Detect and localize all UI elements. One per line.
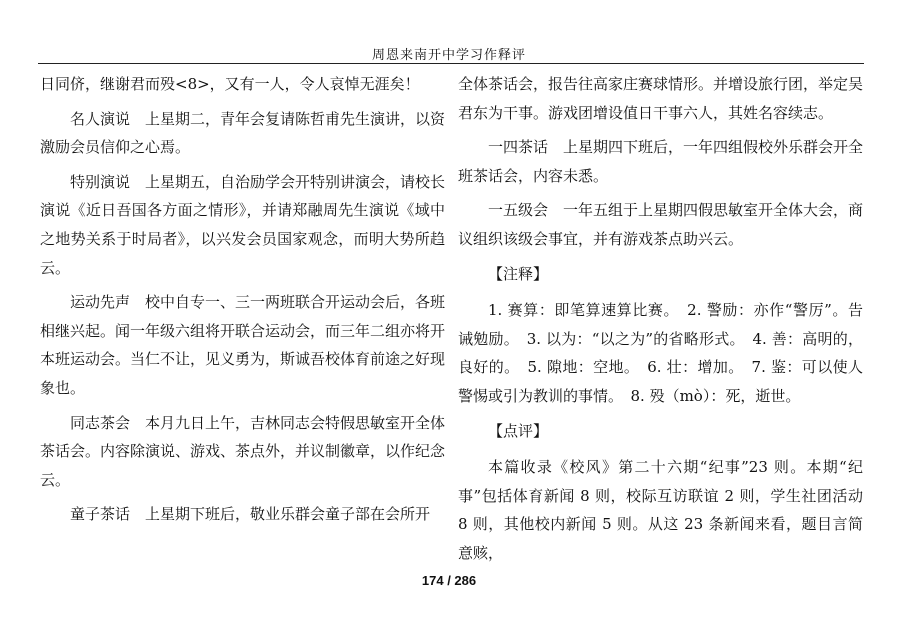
news-item-comrade-tea-party: 同志茶会 本月九日上午，吉林同志会特假思敏室开全体茶话会。内容除演说、游戏、茶点外，并议制徽章，以作纪念云。	[40, 413, 446, 489]
left-column	[40, 70, 445, 535]
paragraph-continuation: 日同侪，继谢君而殁<8>，又有一人，令人哀悼无涯矣！	[40, 75, 420, 93]
right-column	[458, 70, 863, 574]
header-divider	[38, 63, 864, 64]
news-item-celebrity-speech: 名人演说 上星期二，青年会复请陈哲甫先生演讲，以资激励会员信仰之心焉。	[40, 109, 446, 157]
news-item-special-speech: 特别演说 上星期五，自治励学会开特别讲演会，请校长演说《近日吾国各方面之情形》，并请郑融周先生演说《域中之地势关系于时局者》，以兴发会员国家观念，而明大势所趋云。	[40, 172, 446, 277]
news-item-class15-meeting: 一五级会 一年五组于上星期四假思敏室开全体大会，商议组织该级会事宜，并有游戏茶点助兴云。	[458, 201, 864, 248]
page-number: 174 / 286	[421, 573, 477, 588]
news-item-class14-tea-talk: 一四茶话 上星期四下班后，一年四组假校外乐群会开全班茶话会，内容未悉。	[458, 138, 864, 185]
news-item-youth-tea-talk: 童子茶话 上星期下班后，敬业乐群会童子部在会所开	[70, 505, 431, 524]
section-heading-notes: 【注释】	[488, 264, 549, 283]
running-header: 周恩来南开中学习作释评	[371, 48, 526, 63]
news-item-sports-prelude: 运动先声 校中自专一、三一两班联合开运动会后，各班相继兴起。闻一年级六组将开联合运动会，而三年二组亦将开本班运动会。当仁不让，见义勇为，斯诚吾校体育前途之好现象也。	[40, 293, 446, 397]
section-heading-commentary: 【点评】	[488, 421, 549, 440]
paragraph-continuation: 全体茶话会，报告往高家庄赛球情形。并增设旅行团，举定吴君东为干事。游戏团增设值日干事六人，其姓名容续志。	[458, 75, 864, 122]
commentary-paragraph: 本篇收录《校风》第二十六期“纪事”23 则。本期“纪事”包括体育新闻 8 则，校际互访联谊 2 则，学生社团活动 8 则，其他校内新闻 5 则。从这 23 条新闻来看，题目言简意赅，	[458, 458, 863, 562]
notes-paragraph: 1. 赛算：即笔算速算比赛。 2. 警励：亦作“警厉”。告诫勉励。 3. 以为：“以之为”的省略形式。 4. 善：高明的，良好的。 5. 隙地：空地。 6. 壮：增加。 7. 鉴：可以使人警惕或引为教训的事情。 8. 殁（mò）：死，逝世。	[458, 301, 863, 405]
